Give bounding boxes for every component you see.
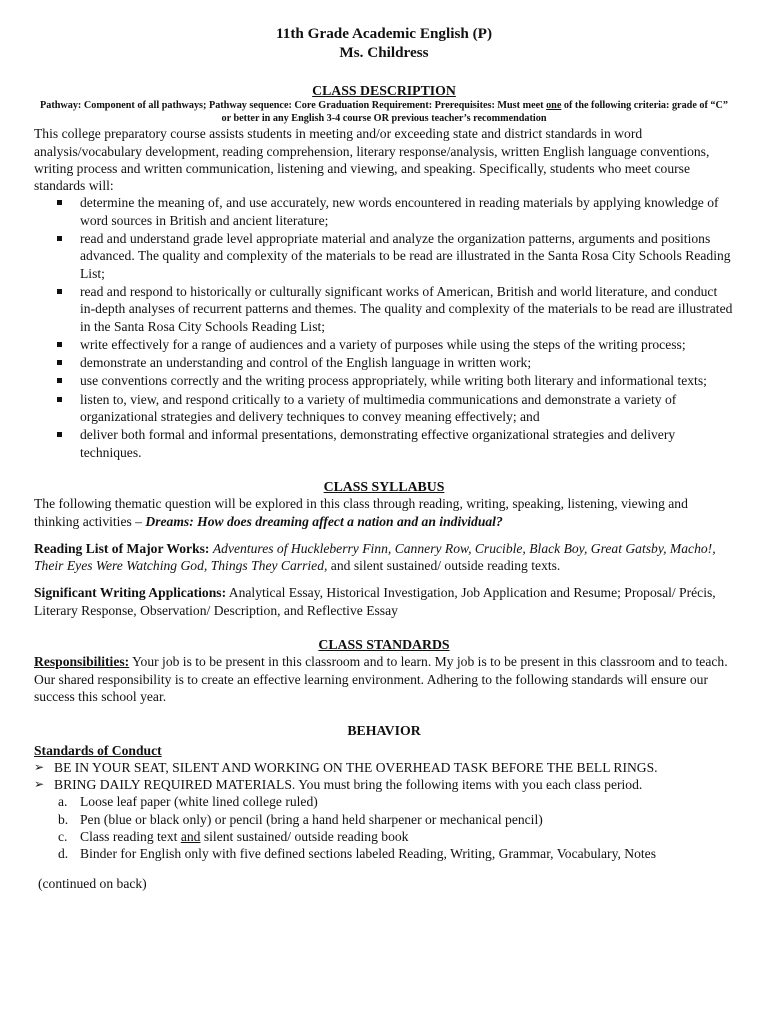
syllabus-page bbox=[34, 24, 734, 892]
syllabus-intro: The following thematic question will be explored in this class through reading, writing, speaking, listening, viewing and thinking activities – Dreams: How does dreaming affect a nation and an individual? bbox=[34, 496, 688, 529]
arrow-bullet-icon: ➢ bbox=[34, 777, 45, 792]
teacher-name: Ms. Childress bbox=[339, 44, 429, 61]
thematic-question: Dreams: How does dreaming affect a nation and an individual? bbox=[145, 513, 503, 529]
list-item: demonstrate an understanding and control of the English language in written work; bbox=[80, 354, 734, 371]
description-intro: This college preparatory course assists students in meeting and/or exceeding state and district standards in word analysis/vocabulary development, reading comprehension, literary response/analysis, written English language conventions, writing process and written communication, listening and viewing, and speaking. Specifically, students who meet course standards will: bbox=[34, 126, 710, 194]
behavior-heading: BEHAVIOR bbox=[347, 723, 421, 739]
list-item: a. Loose leaf paper (white lined college ruled) bbox=[58, 794, 318, 810]
class-syllabus-heading: CLASS SYLLABUS bbox=[323, 478, 445, 494]
list-item: listen to, view, and respond critically to a variety of multimedia communications and demonstrate a variety of organizational strategies and delivery techniques to convey meaning effectively; and bbox=[80, 391, 734, 426]
standards-of-conduct-heading: Standards of Conduct bbox=[34, 742, 162, 758]
list-item: b. Pen (blue or black only) or pencil (bring a hand held sharpener or mechanical pencil) bbox=[58, 811, 543, 827]
class-description-heading: CLASS DESCRIPTION bbox=[312, 83, 456, 98]
continued-note: (continued on back) bbox=[38, 875, 147, 891]
conduct-rules-list bbox=[34, 759, 734, 863]
list-item: ➢ BE IN YOUR SEAT, SILENT AND WORKING ON THE OVERHEAD TASK BEFORE THE BELL RINGS. bbox=[34, 759, 658, 775]
list-item: ➢ BRING DAILY REQUIRED MATERIALS. You must bring the following items with you each class period. a. Loose leaf paper (white lined college ruled) b. Pen (blue or black only) or pencil (bring a hand held sharpener or mechanical pencil) c. Class reading text and silent sustained/ outside reading book d. Binder for English only with five defined sections labeled Reading, Writing, Grammar, Vocabulary, Notes bbox=[54, 776, 734, 862]
reading-list: Reading List of Major Works: Adventures of Huckleberry Finn, Cannery Row, Crucible, Black Boy, Great Gatsby, Macho!, Their Eyes Were Watching God, Things They Carried, and silent sustained/ outside reading texts. bbox=[34, 540, 716, 574]
materials-list bbox=[54, 793, 734, 862]
course-title: 11th Grade Academic English (P) bbox=[276, 25, 492, 42]
list-item: use conventions correctly and the writing process appropriately, while writing both literary and informational texts; bbox=[80, 372, 734, 389]
list-item: c. Class reading text and silent sustained/ outside reading book bbox=[58, 828, 409, 844]
arrow-bullet-icon: ➢ bbox=[34, 759, 45, 774]
writing-applications: Significant Writing Applications: Analytical Essay, Historical Investigation, Job Application and Resume; Proposal/ Précis, Literary Response, Observation/ Description, and Reflective Essay bbox=[34, 585, 716, 618]
list-item: d. Binder for English only with five defined sections labeled Reading, Writing, Grammar, Vocabulary, Notes bbox=[58, 846, 657, 862]
class-standards-heading: CLASS STANDARDS bbox=[318, 637, 450, 653]
pathway-statement: Pathway: Component of all pathways; Pathway sequence: Core Graduation Requirement: Prerequisites: Must meet one of the following criteria: grade of “C” or better in any English 3-4 course OR previous teacher’s recommendation bbox=[40, 100, 728, 125]
list-item: write effectively for a range of audiences and a variety of purposes while using the steps of the writing process; bbox=[80, 336, 734, 353]
list-item: determine the meaning of, and use accurately, new words encountered in reading materials by applying knowledge of word sources in British and ancient literature; bbox=[80, 194, 734, 229]
list-item: read and respond to historically or culturally significant works of American, British and world literature, and conduct in-depth analyses of recurrent patterns and themes. The quality and complexity of the materials to be read are illustrated in the Santa Rosa City Schools Reading List; bbox=[80, 283, 733, 334]
standards-bullet-list bbox=[34, 194, 734, 460]
responsibilities-paragraph: Responsibilities: Your job is to be present in this classroom and to learn. My job is to be present in this classroom and to teach. Our shared responsibility is to create an effective learning environment. Adhering to the following standards will ensure our success this school year. bbox=[34, 654, 728, 704]
list-item: deliver both formal and informal presentations, demonstrating effective organizational strategies and delivery techniques. bbox=[80, 426, 734, 461]
list-item: read and understand grade level appropriate material and analyze the organization patterns, arguments and positions advanced. The quality and complexity of the materials to be read are illustrated in the Santa Rosa City Schools Reading List; bbox=[80, 230, 734, 282]
